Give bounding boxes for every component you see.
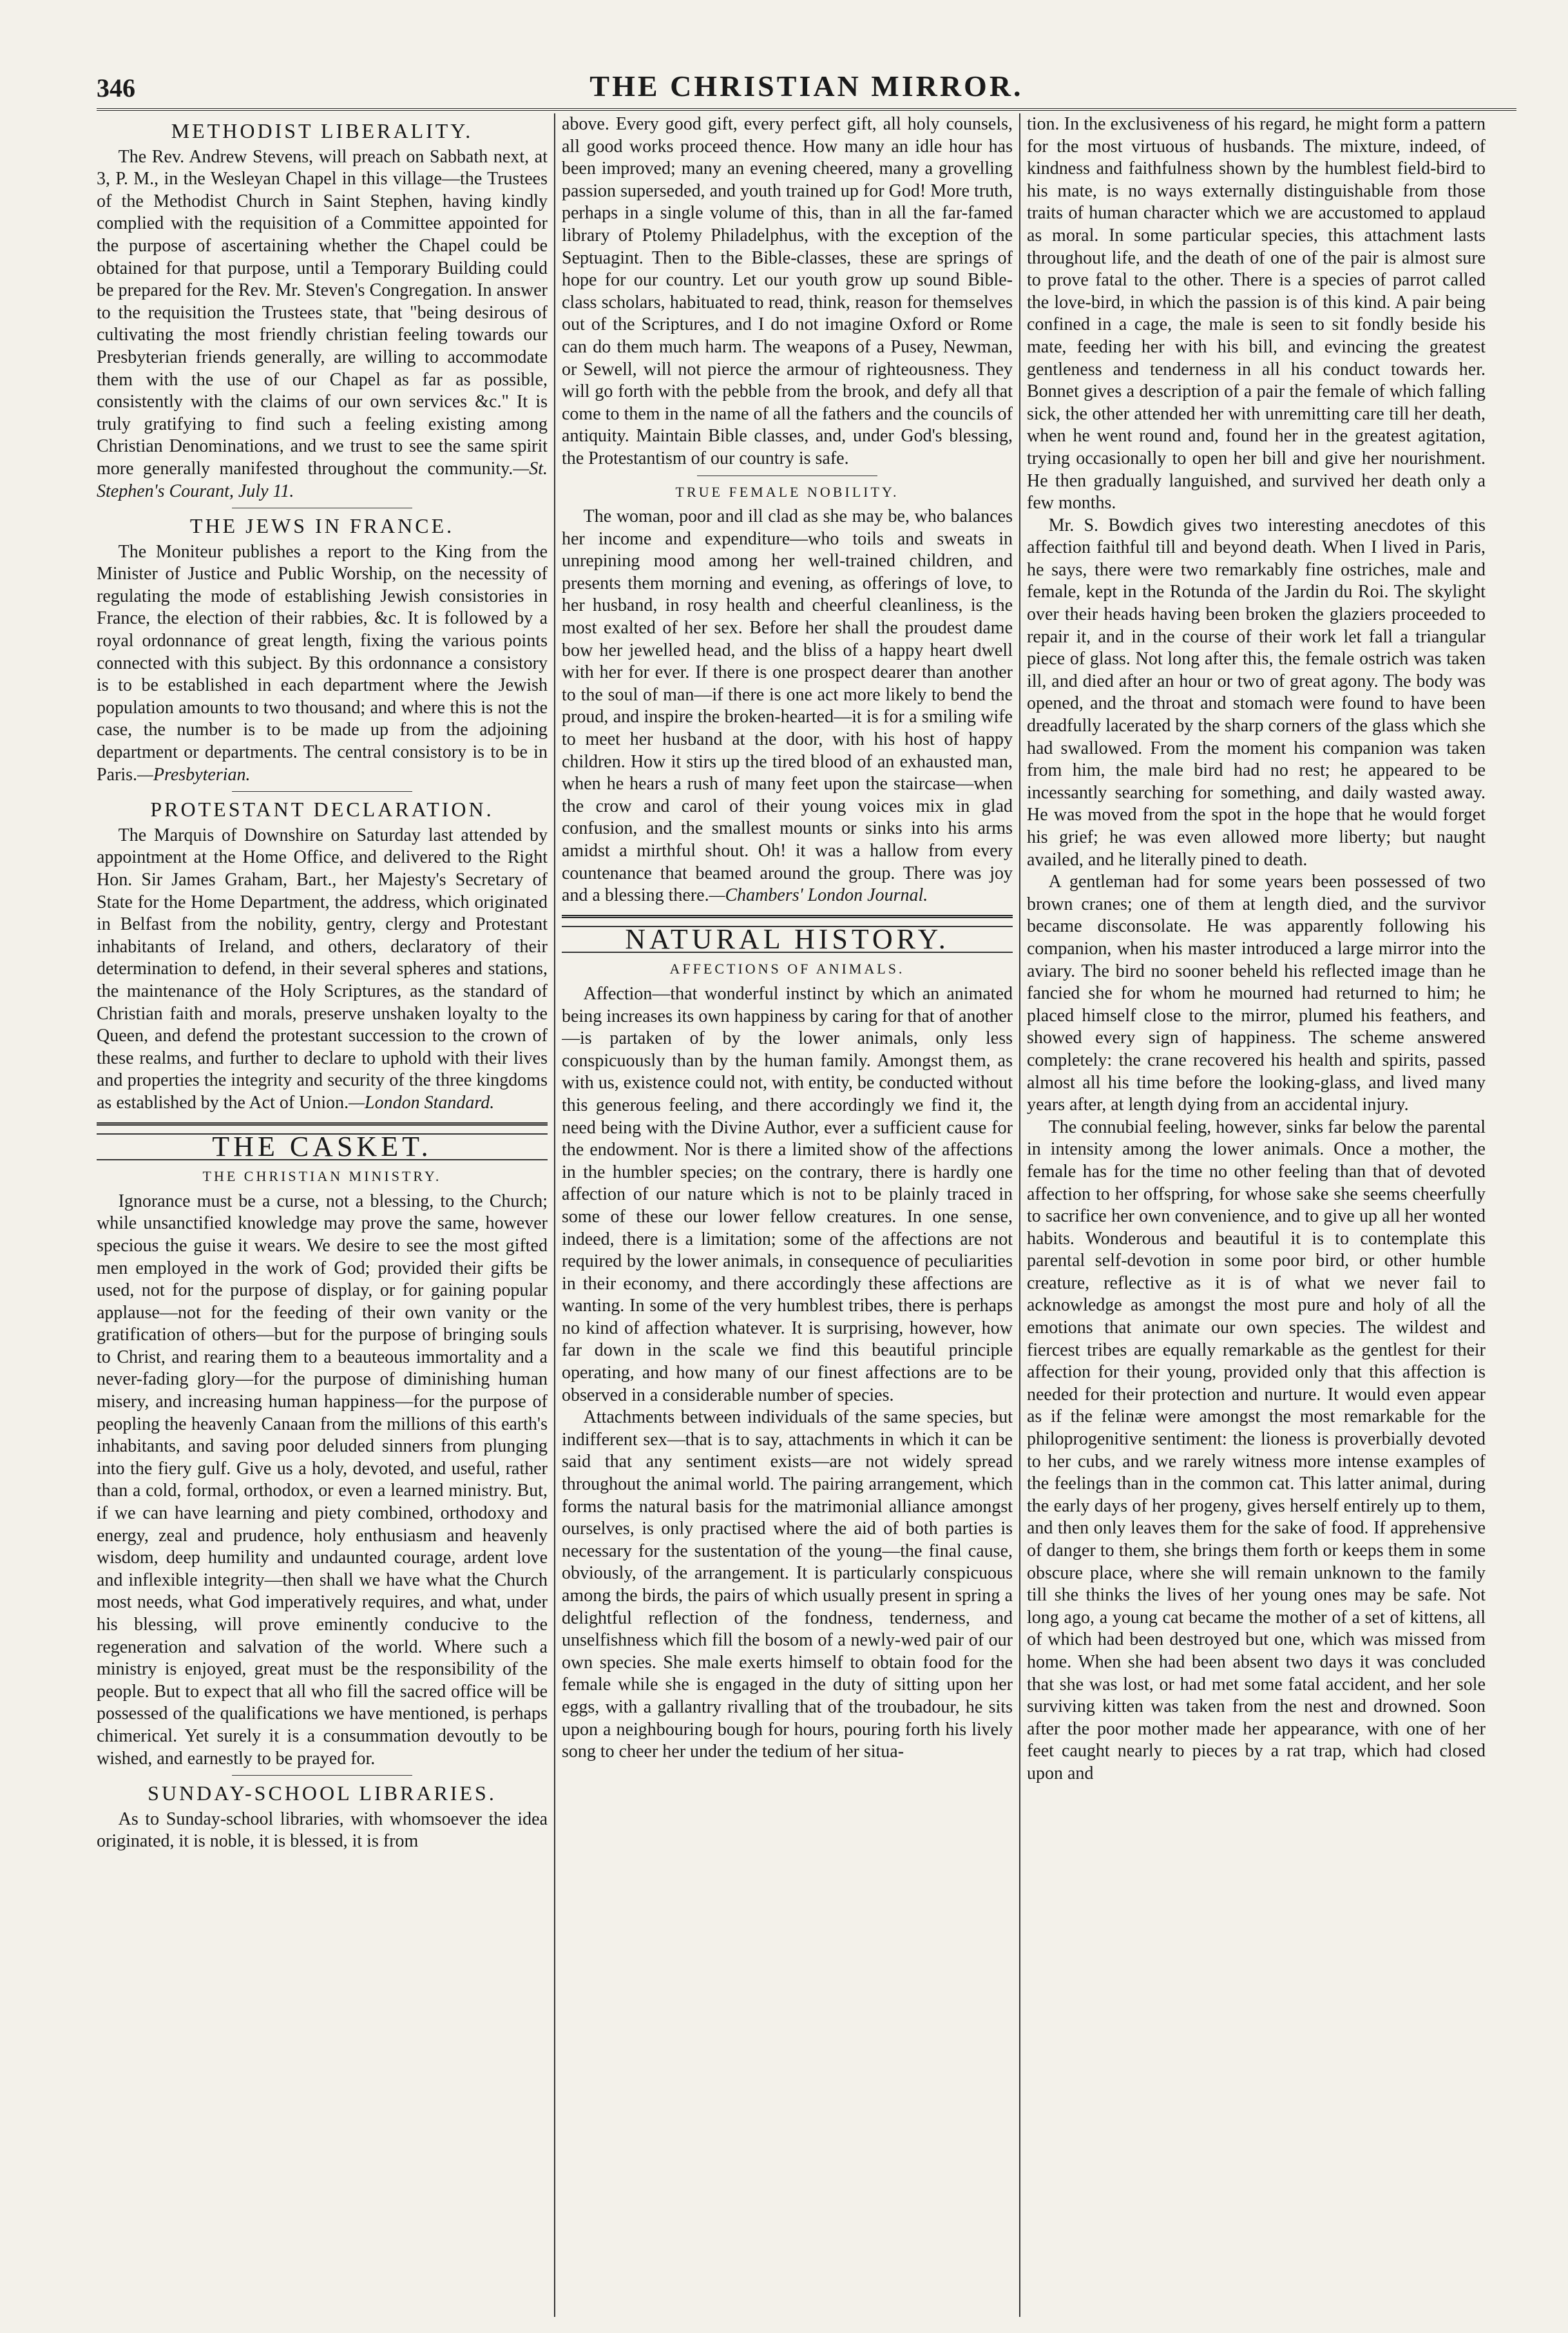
article-heading-jews: THE JEWS IN FRANCE.: [189, 514, 455, 538]
article-body-cranes: A gentleman had for some years been possessed of two brown cranes; one of them at length died, and the survivor became disconsolate. He was apparently following his companion, when his master introduced a large mirror into the aviary. The bird no sooner beheld his reflected image than he fancied she for whom he mourned had returned to him; he placed himself close to the mirror, plumed his feathers, and showed every sign of happiness. The scheme answered completely: the crane recovered his health and spirits, passed almost all his time before the looking-glass, and lived many years after, at length dying from an accidental injury.: [1027, 872, 1486, 1115]
article-heading-ministry: THE CHRISTIAN MINISTRY.: [202, 1168, 442, 1185]
page-header: [97, 53, 1516, 103]
article-divider: [232, 1775, 412, 1776]
article-body-ministry: Ignorance must be a curse, not a blessing, to the Church; while unsanctified knowledge may prove the same, however specious the guise it wears. We desire to see the most gifted men employed in the work of God; provided their gifts be used, not for the purpose of display, or for gaining popular applause—not for the feeding of their own vanity or the gratification of others—but for the purpose of bringing souls to Christ, and rearing them to a beauteous immortality and a never-fading glory—for the purpose of diminishing human misery, and increasing human happiness—for the purpose of peopling the heavenly Canaan from the millions of this earth's inhabitants, and saving poor deluded sinners from plunging into the fiery gulf. Give us a holy, devoted, and useful, rather than a cold, formal, orthodox, or even a learned ministry. But, if we can have learning and piety combined, orthodoxy and energy, zeal and prudence, holy enthusiasm and heavenly wisdom, deep humility and undaunted courage, ardent love and inflexible integrity—then shall we have what the Church most needs, what God imperatively requires, and what, under his blessing, will prove eminently conducive to the regeneration and salvation of the world. Where such a ministry is enjoyed, great must be the responsibility of the people. But to expect that all who fill the sacred office will be possessed of the qualifications we have mentioned, is perhaps chimerical. Yet surely it is a consummation devoutly to be wished, and earnestly to be prayed for.: [97, 1191, 548, 1769]
paper-title: THE CHRISTIAN MIRROR.: [589, 70, 1024, 102]
article-credit: —Presbyterian.: [137, 764, 251, 785]
column-1: [97, 113, 548, 2317]
article-body-jews: [97, 541, 548, 787]
article-body-parental: The connubial feeling, however, sinks far below the parental in intensity among the lower animals. Once a mother, the female has for the time no other feeling than that of devoted affection to her offspring, for whose sake she seems cheerfully to sacrifice her own convenience, and to give up all her wonted habits. Wonderous and beautiful it is to contemplate this parental self-devotion in some poor bird, or other humble creature, reflective as it is of what we never fail to acknowledge as amongst the most pure and holy of all the emotions that animate our own species. The wildest and fiercest tribes are equally remarkable as the gentlest for their affection for their young, provided only that this affection is needed for their protection and nurture. It would even appear as if the felinæ were amongst the most remarkable for the philoprogenitive sentiment: the lioness is proverbially devoted to her cubs, and we rarely witness more intense examples of the feelings than in the common cat. This latter animal, during the early days of her progeny, gives herself entirely up to them, and then only leaves them for the sake of food. If apprehensive of danger to them, she brings them forth or keeps them in some obscure place, where she will remain unknown to the family till she thinks the lives of her young ones may be safe. Not long ago, a young cat became the mother of a set of kittens, all of which had been destroyed but one, which was missed from home. When she had been absent two days it was concluded that she was lost, or had met some fatal accident, and her sole surviving kitten was taken from the nest and drowned. Soon after the poor mother made her appearance, with one of her feet caught nearly to pieces by a rat trap, which had closed upon and: [1027, 1117, 1486, 1783]
article-text: The Marquis of Downshire on Saturday last attended by appointment at the Home Office, and delivered to the Right Hon. Sir James Graham, Bart., her Majesty's Secretary of State for the Home Department, the address, which originated in Belfast from the nobility, gentry, clergy and Protestant inhabitants of Ireland, and others, declaratory of their determination to defend, in their several spheres and stations, the maintenance of the Holy Scriptures, as the standard of Christian faith and morals, preserve unshaken loyalty to the Queen, and defend the protestant succession to the crown of these realms, and further to declare to uphold with their lives and properties the integrity and security of the three kingdoms as established by the Act of Union.: [97, 825, 548, 1113]
section-heading-casket: THE CASKET.: [97, 1133, 548, 1161]
article-body-affections: Affection—that wonderful instinct by which an animated being increases its own happiness by caring for that of another—is partaken of by the lower animals, only less conspicuously than by the human family. Amongst them, as with us, existence could not, with entity, be conducted without this generous feeling, and there accordingly we find it, the need being with the Divine Author, ever a sufficient cause for the endowment. Nor is there a limited show of the affections in the humbler species; on the contrary, there is hardly one affection of our nature which is not to be plainly traced in some of these our lower fellow creatures. In one sense, indeed, there is a limitation; some of the affections are not required by the lower animals, in consequence of peculiarities in their economy, and there accordingly these affections are wanting. In some of the very humblest tribes, there is perhaps no kind of affection whatever. It is surprising, however, how far down in the scale we find this beautiful principle operating, and how many of our finest affections are to be observed in a considerable number of species.: [562, 983, 1013, 1405]
article-text: The Rev. Andrew Stevens, will preach on Sabbath next, at 3, P. M., in the Wesleyan Chapel in this village—the Trustees of the Methodist Church in Saint Stephen, having kindly complied with the requisition of a Committee appointed for the purpose of ascertaining whether the Chapel could be obtained for that purpose, until a Temporary Building could be prepared for the Rev. Mr. Steven's Congregation. In answer to the requisition the Trustees state, that "being desirous of cultivating the most friendly christian feeling towards our Presbyterian friends generally, are willing to accommodate them with the use of our Chapel as far as possible, consistently with the claims of our own services &c." It is truly gratifying to find such a feeling existing among Christian Denominations, and we trust to see the same spirit more generally manifested throughout the community.: [97, 146, 548, 479]
article-text: The woman, poor and ill clad as she may be, who balances her income and expenditure—who toils and sweats in unrepining mood among her well-trained children, and presents them morning and evening, as offerings of love, to her husband, in rosy health and cheerful cleanliness, is the most exalted of her sex. Before her shall the proudest dame bow her jewelled head, and the bliss of a happy heart dwell with her for ever. If there is one prospect dearer than another to the soul of man—if there is one act more likely to bend the proud, and inspire the broken-hearted—it is for a smiling wife to meet her husband at the door, with his host of happy children. How it stirs up the tired blood of an exhausted man, when he hears a rush of many feet upon the staircase—when the crow and carol of their young voices mix in glad confusion, and the smallest mounts or sinks into his arms amidst a mirthful shout. Oh! it was a hallow from every countenance that beamed around the group. There was joy and a blessing there.: [562, 506, 1013, 906]
column-rule: [554, 113, 555, 2317]
section-divider: [562, 915, 1013, 918]
article-text: The Moniteur publishes a report to the King from the Minister of Justice and Public Worship, on the necessity of regulating the mode of establishing Jewish consistories in France, the election of their rabbies, &c. It is followed by a royal ordonnance of great length, fixing the various points connected with this subject. By this ordonnance a consistory is to be established in each department where the Jewish population amounts to two thousand; and where this is not the case, the number is to be made up from the adjoining department or departments. The central consistory is to be in Paris.: [97, 541, 548, 785]
article-body-methodist: [97, 146, 548, 503]
article-credit: —London Standard.: [349, 1092, 495, 1113]
column-3: [1027, 113, 1486, 2317]
article-heading-nobility: TRUE FEMALE NOBILITY.: [675, 483, 899, 500]
article-body-ostriches: Mr. S. Bowdich gives two interesting anecdotes of this affection faithful till and beyond death. When I lived in Paris, he says, there were two remarkably fine ostriches, male and female, kept in the Rotunda of the Jardin du Roi. The skylight over their heads having been broken the glaziers proceeded to repair it, and in the course of their work let fall a triangular piece of glass. Not long after this, the female ostrich was taken ill, and died after an hour or two of great agony. The body was opened, and the throat and stomach were found to have been dreadfully lacerated by the sharp corners of the glass which she had swallowed. From the moment his companion was taken from him, the male bird had no rest; he appeared to be incessantly searching for something, and daily wasted away. He was moved from the spot in the hope that he would forget his grief; he was even allowed more liberty; but naught availed, and he literally pined to death.: [1027, 515, 1486, 870]
article-body-libraries-cont: above. Every good gift, every perfect gift, all holy counsels, all good works proceed thence. How many an idle hour has been improved; many an evening cheered, many a grovelling passion superseded, and youth trained up for God! More truth, perhaps in a single volume of this, than in all the far-famed library of Ptolemy Philadelphus, with the exception of the Septuagint. Then to the Bible-classes, these are springs of hope for our country. Let our youth grow up sound Bible-class scholars, habituated to read, think, reason for themselves out of the Scriptures, and I do not imagine Oxford or Rome can do them much harm. The weapons of a Pusey, Newman, or Sewell, will not pierce the armour of righteousness. They will go forth with the pebble from the brook, and defy all that come to them in the name of all the fathers and the councils of antiquity. Maintain Bible classes, and, under God's blessing, the Protestantism of our country is safe.: [562, 114, 1013, 468]
article-credit: —Chambers' London Journal.: [709, 885, 928, 906]
section-divider: [97, 1122, 548, 1126]
article-divider: [232, 791, 412, 792]
header-rule: [97, 108, 1516, 111]
article-credit: —St. Stephen's Courant, July 11.: [97, 458, 548, 501]
article-heading-methodist: METHODIST LIBERALITY.: [171, 119, 473, 142]
page-number: 346: [97, 73, 135, 102]
section-heading-natural-history: NATURAL HISTORY.: [562, 926, 1013, 954]
article-divider: [697, 475, 877, 476]
article-heading-affections: AFFECTIONS OF ANIMALS.: [669, 961, 905, 977]
article-body-libraries: As to Sunday-school libraries, with whomsoever the idea originated, it is noble, it is blessed, it is from: [97, 1809, 548, 1852]
article-body-affections-cont: tion. In the exclusiveness of his regard, he might form a pattern for the most virtuous of husbands. The mixture, indeed, of kindness and faithfulness shown by the humblest field-bird to his mate, is no ways externally distinguishable from those traits of human character which we are accustomed to applaud as moral. In some particular species, this attachment lasts throughout life, and the death of one of the pair is almost sure to prove fatal to the other. There is a species of parrot called the love-bird, in which the passion is of this kind. A pair being confined in a cage, the male is seen to sit fondly beside his mate, feeding her with his bill, and evincing the greatest gentleness and tenderness in all his conduct towards her. Bonnet gives a description of a pair the female of which falling sick, the other attended her with unremitting care till her death, when he went round and, found her in the greatest agitation, trying occasionally to open her bill and give her nourishment. He then gradually languished, and survived her death only a few months.: [1027, 114, 1486, 514]
article-body-protestant: [97, 825, 548, 1115]
article-body-nobility: [562, 506, 1013, 907]
article-heading-libraries: SUNDAY-SCHOOL LIBRARIES.: [148, 1781, 497, 1805]
article-heading-protestant: PROTESTANT DECLARATION.: [150, 798, 494, 821]
column-2: [562, 113, 1013, 2317]
article-body-affections-2: Attachments between individuals of the same species, but indifferent sex—that is to say, attachments in which it can be said that any sentiment exists—are not widely spread throughout the animal world. The pairing arrangement, which forms the natural basis for the matrimonial alliance amongst ourselves, is only practised where the aid of both parties is necessary for the sustentation of the young—the final cause, obviously, of the arrangement. It is particularly conspicuous among the birds, the pairs of which usually present in spring a delightful reflection of the fondness, tenderness, and unselfishness which fill the bosom of a newly-wed pair of our own species. She male exerts himself to obtain food for the female while she is engaged in the duty of sitting upon her eggs, with a gallantry rivalling that of the troubadour, he sits upon a neighbouring bough for hours, pouring forth his lively song to cheer her under the tedium of her situa-: [562, 1407, 1013, 1762]
column-rule: [1019, 113, 1020, 2317]
